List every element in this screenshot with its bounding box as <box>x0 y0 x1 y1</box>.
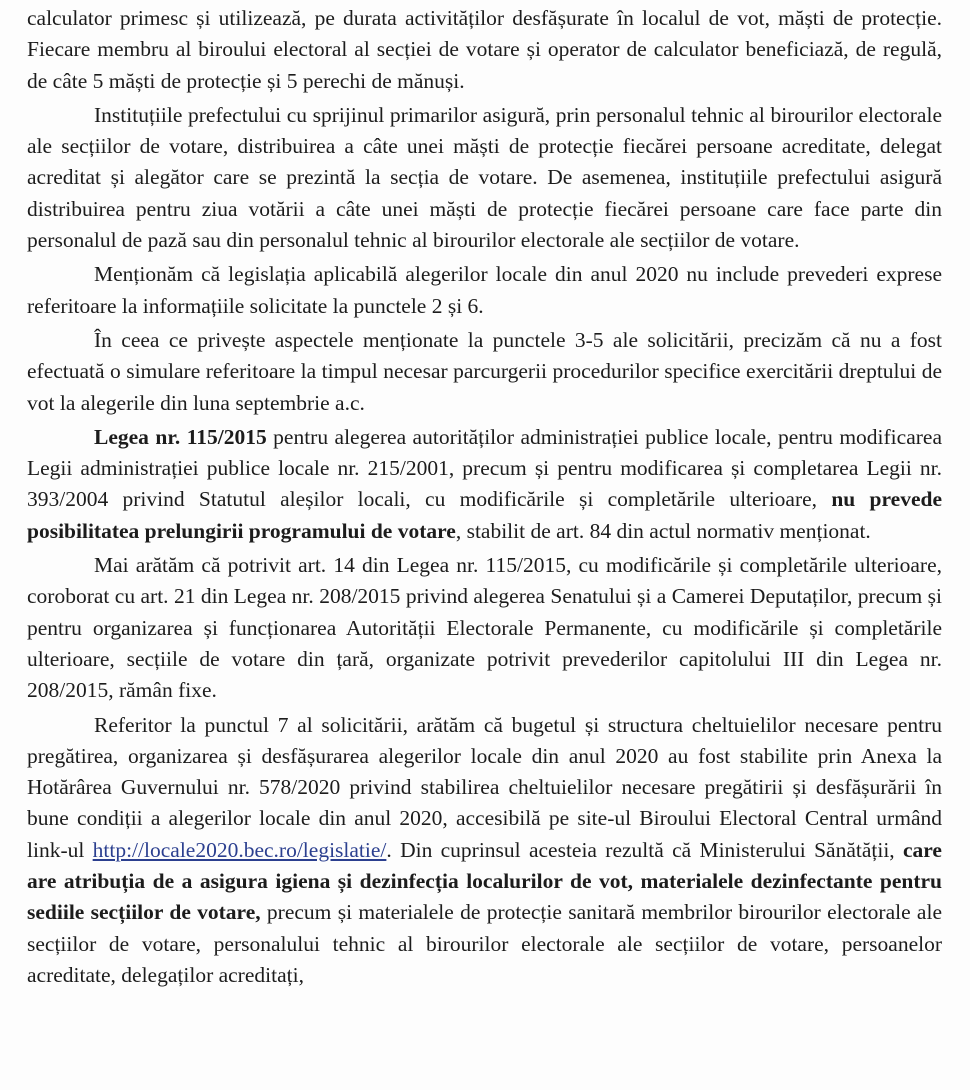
legislation-link[interactable]: http://locale2020.bec.ro/legislatie/ <box>92 837 387 862</box>
paragraph-text: Menționăm că legislația aplicabilă alegerilor locale din anul 2020 nu include prevederi exprese referitoare la informațiile solicitate la punctele 2 și 6. <box>27 262 942 318</box>
paragraph-text: pentru alegerea autorităților administrației publice locale, pentru modificarea Legii administrației publice locale nr. 215/2001, precum și pentru modificarea și completarea Legii nr. 393/2004 privind Statutul aleșilor locali, cu modificările și completările ulterioare, <box>27 424 942 512</box>
paragraph-text: , stabilit de art. 84 din actul normativ menționat. <box>455 518 871 543</box>
paragraph-legislation-note <box>27 259 942 322</box>
paragraph-text: Instituțiile prefectului cu sprijinul primarilor asigură, prin personalul tehnic al birourilor electorale ale secțiilor de votare, distribuirea a câte unei măști de protecție fiecărei persoane acreditate, delegat acreditat și alegător care se prezintă la secția de votare. De asemenea, instituțiile prefectului asigură distribuirea pentru ziua votării a câte unei măști de protecție fiecărei persoane care face parte din personalul de pază sau din personalul tehnic al birourilor electorale ale secțiilor de votare. <box>27 102 942 253</box>
paragraph-law-115-2015 <box>27 422 942 547</box>
paragraph-text: În ceea ce privește aspectele menționate la punctele 3-5 ale solicitării, precizăm că nu a fost efectuată o simulare referitoare la timpul necesar parcurgerii procedurilor specifice exercitării dreptului de vot la alegerile din luna septembrie a.c. <box>27 327 942 415</box>
paragraph-text: Referitor la punctul 7 al solicitării, arătăm că bugetul și structura cheltuielilor necesare pentru pregătirea, organizarea și desfășurarea alegerilor locale din anul 2020 au fost stabilite prin Anexa la Hotărârea Guvernului nr. 578/2020 privind stabilirea cheltuielilor necesare pregătirii și desfășurării în bune condiții a alegerilor locale din anul 2020, accesibilă pe site-ul Biroului Electoral Central urmând link-ul <box>27 712 942 862</box>
paragraph-polling-stations-fixed <box>27 550 942 706</box>
paragraph-simulation-note <box>27 325 942 419</box>
paragraph-masks-polling-staff <box>27 3 942 97</box>
paragraph-prefect-institutions <box>27 100 942 256</box>
paragraph-text: . Din cuprinsul acesteia rezultă că Ministerului Sănătății, <box>386 837 903 862</box>
paragraph-budget-point-7 <box>27 710 942 992</box>
paragraph-text: precum și materialele de protecție sanitară membrilor birourilor electorale ale secțiilor de votare, personalului tehnic al birourilor electorale ale secțiilor de votare, persoanelor acreditate, delegaților acreditați, <box>27 900 942 987</box>
paragraph-text: Mai arătăm că potrivit art. 14 din Legea nr. 115/2015, cu modificările și completările ulterioare, coroborat cu art. 21 din Legea nr. 208/2015 privind alegerea Senatului și a Camerei Deputaților, precum și pentru organizarea și funcționarea Autorității Electorale Permanente, cu modificările și completările ulterioare, secțiile de votare din țară, organizate potrivit prevederilor capitolului III din Legea nr. 208/2015, rămân fixe. <box>27 553 942 703</box>
ministry-attribution-bold: care are atribuția de a asigura igiena și dezinfecția localurilor de vot, materialele dezinfectante pentru sediile secțiilor de votare, <box>27 837 942 925</box>
law-reference-bold: Legea nr. 115/2015 <box>94 424 267 449</box>
key-statement-bold: nu prevede posibilitatea prelungirii programului de votare <box>27 487 942 543</box>
paragraph-text: calculator primesc și utilizează, pe durata activităților desfășurate în localul de vot, măști de protecție. Fiecare membru al biroului electoral al secției de votare și operator de calculator beneficiază, de regulă, de câte 5 măști de protecție și 5 perechi de mănuși. <box>27 6 942 93</box>
